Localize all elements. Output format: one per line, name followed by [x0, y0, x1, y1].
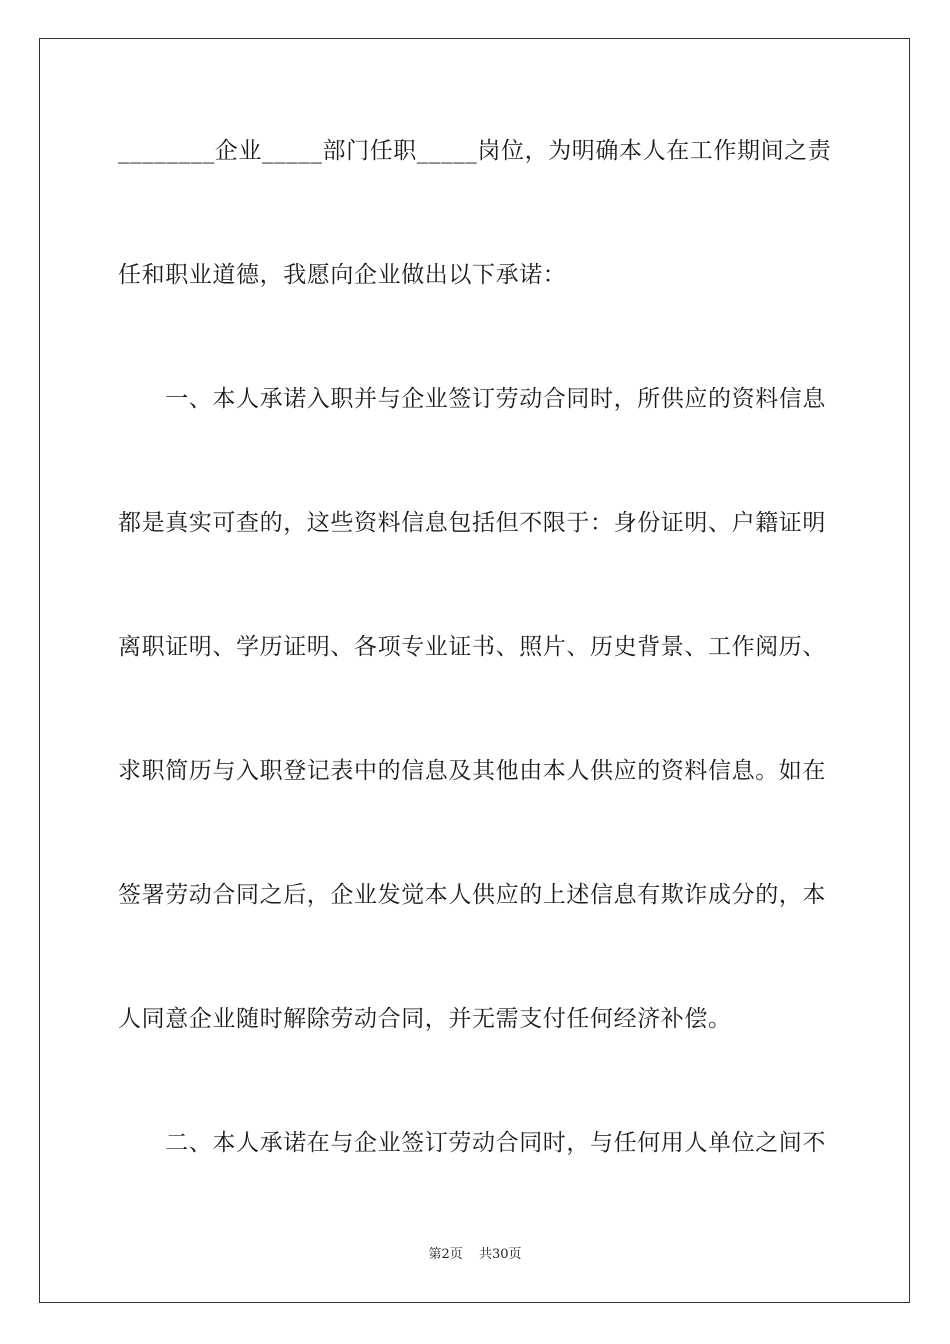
text-line: 二、本人承诺在与企业签订劳动合同时，与任何用人单位之间不 [118, 1130, 826, 1156]
text-line: 都是真实可查的，这些资料信息包括但不限于：身份证明、户籍证明 [118, 510, 826, 536]
page-border [39, 38, 910, 1303]
text-line: 一、本人承诺入职并与企业签订劳动合同时，所供应的资料信息 [118, 386, 826, 412]
text-line: 求职简历与入职登记表中的信息及其他由本人供应的资料信息。如在 [118, 758, 826, 784]
text-line: 离职证明、学历证明、各项专业证书、照片、历史背景、工作阅历、 [118, 634, 826, 660]
page-number: 第2页 [428, 1247, 463, 1262]
page-footer [0, 1246, 950, 1264]
text-line: 签署劳动合同之后，企业发觉本人供应的上述信息有欺诈成分的，本 [118, 882, 826, 908]
text-line: 任和职业道德，我愿向企业做出以下承诺： [118, 262, 567, 288]
page-total: 共30页 [478, 1247, 522, 1262]
text-line: 人同意企业随时解除劳动合同，并无需支付任何经济补偿。 [118, 1006, 732, 1032]
text-line: ________企业_____部门任职_____岗位，为明确本人在工作期间之责 [118, 138, 832, 164]
